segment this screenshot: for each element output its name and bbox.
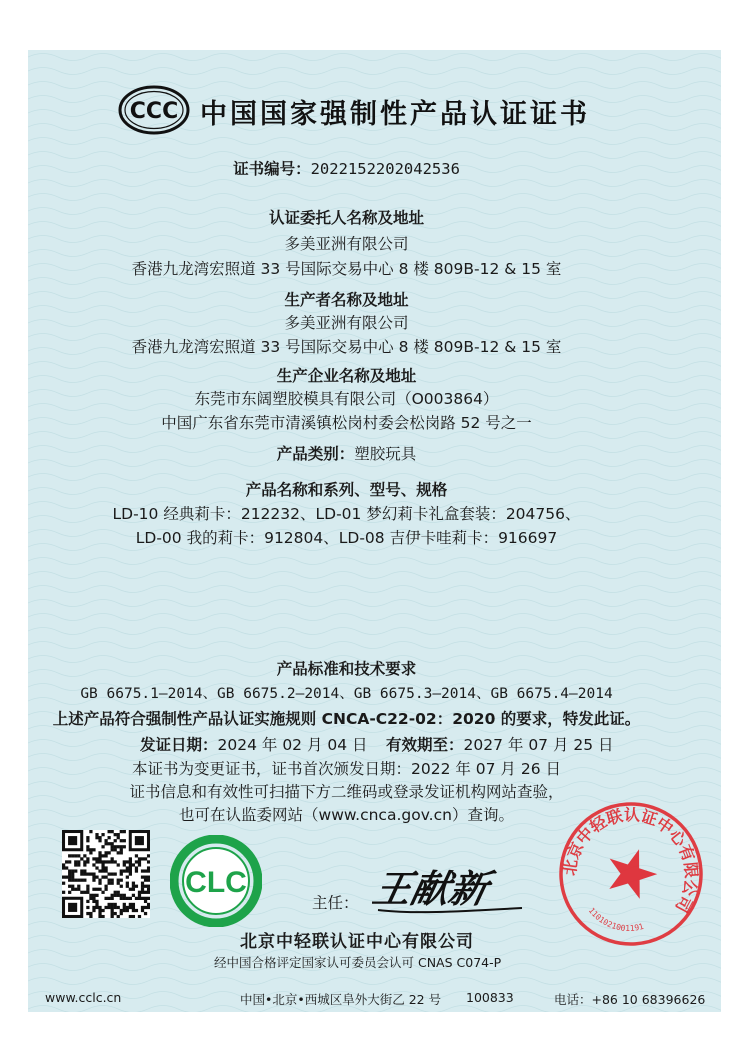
certificate-number-label: 证书编号： — [233, 160, 311, 178]
valid-until-label: 有效期至： — [386, 736, 464, 754]
issue-date-value: 2024 年 02 月 04 日 — [217, 736, 368, 754]
note-change-certificate: 本证书为变更证书，证书首次颁发日期：2022 年 07 月 26 日 — [131, 760, 562, 778]
factory-name: 东莞市东阔塑胶模具有限公司（O003864） — [194, 390, 499, 408]
certificate-number-value: 2022152202042536 — [310, 160, 460, 178]
certificate-title: 中国国家强制性产品认证证书 — [200, 99, 590, 130]
factory-label: 生产企业名称及地址 — [276, 367, 417, 385]
issue-date-label: 发证日期： — [140, 736, 218, 754]
product-models-line-2: LD-00 我的莉卡：912804、LD-08 吉伊卡哇莉卡：916697 — [135, 529, 558, 547]
manufacturer-address: 香港九龙湾宏照道 33 号国际交易中心 8 楼 809B-12 & 15 室 — [131, 338, 562, 356]
certificate-number — [0, 157, 693, 179]
note-verification: 证书信息和有效性可扫描下方二维码或登录发证机构网站查验， — [129, 783, 564, 801]
applicant-address: 香港九龙湾宏照道 33 号国际交易中心 8 楼 809B-12 & 15 室 — [131, 260, 562, 278]
note-cnca-website: 也可在认监委网站（www.cnca.gov.cn）查询。 — [179, 806, 514, 824]
product-category — [0, 442, 693, 464]
valid-until-value: 2027 年 07 月 25 日 — [463, 736, 614, 754]
clc-logo — [170, 835, 262, 927]
ccc-logo — [118, 85, 190, 135]
applicant-name: 多美亚洲有限公司 — [284, 235, 409, 253]
svg-text:CCC: CCC — [129, 99, 179, 124]
product-models-line-1: LD-10 经典莉卡：212232、LD-01 梦幻莉卡礼盒套装：204756、 — [112, 505, 581, 523]
official-seal — [557, 800, 705, 948]
qr-code-image — [62, 830, 150, 918]
issuer-name: 北京中轻联认证中心有限公司 — [240, 932, 474, 952]
footer-postcode: 100833 — [466, 990, 514, 1005]
issuer-accreditation: 经中国合格评定国家认可委员会认可 CNAS C074-P — [214, 955, 502, 970]
factory-address: 中国广东省东莞市清溪镇松岗村委会松岗路 52 号之一 — [161, 414, 532, 432]
conformity-statement: 上述产品符合强制性产品认证实施规则 CNCA-C22-02：2020 的要求，特发此证。 — [52, 710, 641, 728]
footer-phone: 电话：+86 10 68396626 — [554, 992, 706, 1007]
footer-website[interactable]: www.cclc.cn — [45, 990, 122, 1005]
svg-text:CLC: CLC — [185, 866, 247, 899]
valid-until — [386, 733, 614, 755]
applicant-label: 认证委托人名称及地址 — [268, 209, 424, 227]
manufacturer-name: 多美亚洲有限公司 — [284, 314, 409, 332]
svg-text:北京中轻联认证中心有限公司: 北京中轻联认证中心有限公司 — [560, 805, 701, 916]
issue-date — [140, 733, 368, 755]
footer-address: 中国•北京•西城区阜外大街乙 22 号 — [240, 992, 442, 1007]
director-signature — [372, 858, 532, 920]
manufacturer-label: 生产者名称及地址 — [284, 291, 409, 309]
director-label: 主任： — [312, 894, 359, 912]
product-models-label: 产品名称和系列、型号、规格 — [245, 481, 448, 499]
qr-code[interactable] — [62, 830, 150, 918]
standards-label: 产品标准和技术要求 — [276, 660, 417, 678]
product-category-value: 塑胶玩具 — [354, 445, 417, 463]
standards-value: GB 6675.1—2014、GB 6675.2—2014、GB 6675.3—2014、GB 6675.4—2014 — [80, 686, 613, 702]
svg-text:1101021001191: 1101021001191 — [586, 906, 645, 934]
svg-text:王献新: 王献新 — [372, 867, 492, 912]
product-category-label: 产品类别： — [276, 445, 355, 463]
